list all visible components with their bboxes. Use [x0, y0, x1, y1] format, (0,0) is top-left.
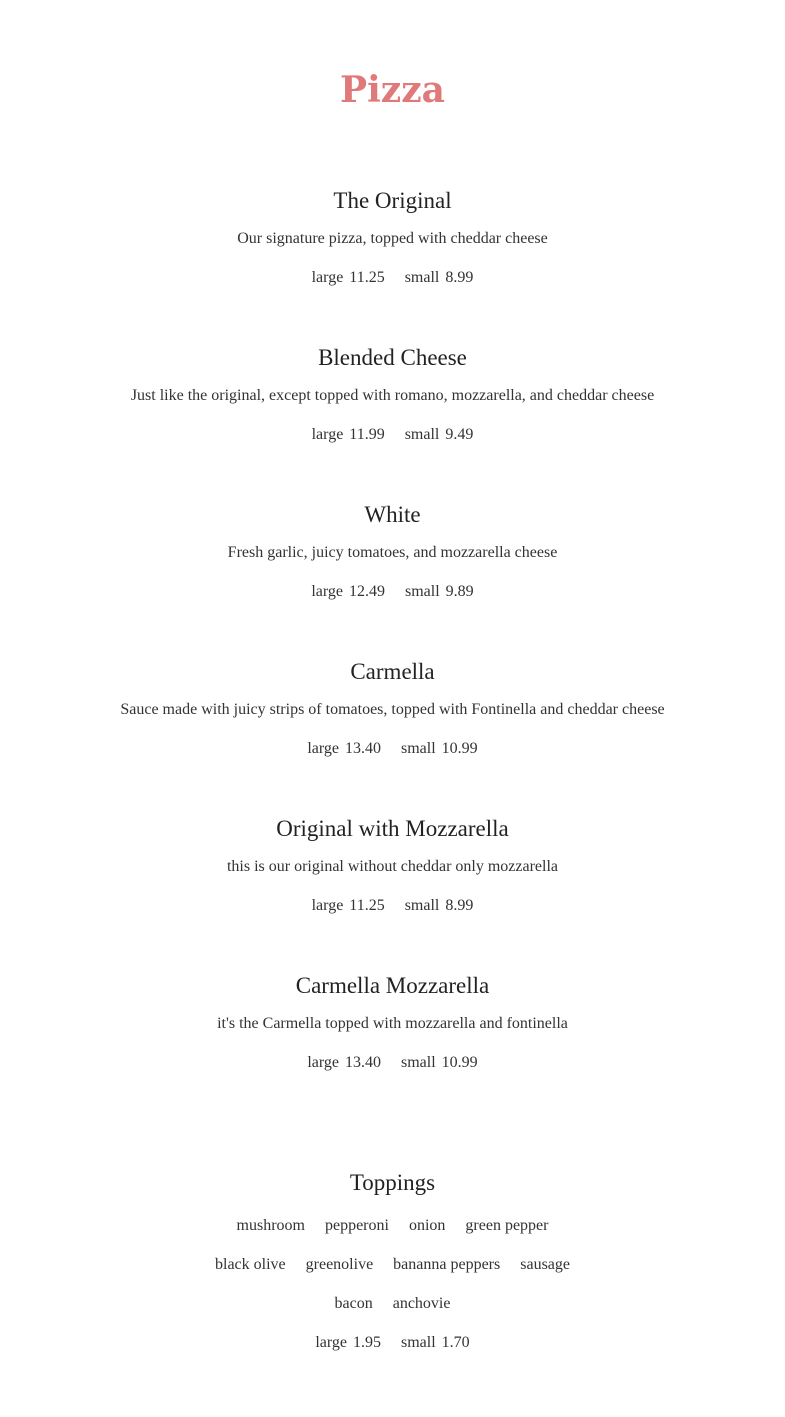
price-value: 11.99 — [349, 426, 385, 443]
size-label: small — [404, 426, 440, 443]
topping-item: onion — [408, 1217, 446, 1234]
large-price — [312, 895, 385, 917]
size-label: small — [404, 897, 440, 914]
item-description: Just like the original, except topped with romano, mozzarella, and cheddar cheese — [130, 387, 655, 404]
item-description: it's the Carmella topped with mozzarella and fontinella — [217, 1015, 568, 1032]
topping-item: pepperoni — [324, 1217, 389, 1234]
small-price — [405, 424, 474, 446]
size-label: small — [405, 583, 440, 600]
item-name: The Original — [333, 188, 452, 213]
item-description: Fresh garlic, juicy tomatoes, and mozzarella cheese — [227, 544, 558, 561]
item-prices — [0, 581, 785, 603]
small-price — [401, 738, 478, 760]
item-name: White — [364, 502, 421, 527]
menu-item — [0, 657, 785, 760]
menu-item — [0, 814, 785, 917]
size-label: small — [401, 740, 436, 757]
toppings-row — [0, 1254, 785, 1276]
item-prices — [0, 424, 785, 446]
price-value: 8.99 — [445, 897, 474, 914]
size-label: large — [307, 740, 339, 757]
item-description: this is our original without cheddar only mozzarella — [226, 858, 559, 875]
small-price — [405, 267, 474, 289]
price-value: 10.99 — [441, 740, 478, 757]
large-price — [312, 267, 385, 289]
size-label: small — [401, 1334, 436, 1351]
menu-item — [0, 500, 785, 603]
menu-item — [0, 343, 785, 446]
item-prices — [0, 895, 785, 917]
price-value: 11.25 — [349, 897, 385, 914]
item-prices — [0, 738, 785, 760]
toppings-row — [0, 1293, 785, 1315]
large-price — [307, 1052, 381, 1074]
topping-item: greenolive — [305, 1256, 374, 1273]
price-value: 1.70 — [441, 1334, 470, 1351]
item-name: Carmella Mozzarella — [295, 973, 490, 998]
price-value: 12.49 — [349, 583, 385, 600]
small-price — [405, 581, 474, 603]
item-name: Blended Cheese — [318, 345, 467, 370]
menu-item — [0, 971, 785, 1074]
topping-item: black olive — [215, 1256, 286, 1273]
price-value: 13.40 — [345, 740, 381, 757]
price-value: 1.95 — [353, 1334, 381, 1351]
price-value: 8.99 — [445, 269, 474, 286]
topping-item: bananna peppers — [393, 1256, 501, 1273]
size-label: small — [401, 1054, 436, 1071]
large-price — [312, 424, 385, 446]
item-name: Original with Mozzarella — [276, 816, 509, 841]
topping-item: mushroom — [236, 1217, 305, 1234]
small-price — [401, 1332, 470, 1354]
small-price — [401, 1052, 478, 1074]
item-prices — [0, 267, 785, 289]
price-value: 9.49 — [445, 426, 474, 443]
price-value: 11.25 — [349, 269, 385, 286]
toppings-title: Toppings — [349, 1170, 436, 1195]
size-label: large — [311, 426, 344, 443]
toppings-prices — [0, 1332, 785, 1354]
size-label: large — [311, 897, 344, 914]
item-prices — [0, 1052, 785, 1074]
small-price — [405, 895, 474, 917]
large-price — [315, 1332, 381, 1354]
topping-item: bacon — [334, 1295, 373, 1312]
price-value: 9.89 — [445, 583, 474, 600]
size-label: large — [311, 583, 343, 600]
large-price — [307, 738, 381, 760]
size-label: large — [311, 269, 344, 286]
size-label: large — [315, 1334, 347, 1351]
toppings-section — [0, 1168, 785, 1354]
price-value: 13.40 — [345, 1054, 381, 1071]
menu-item — [0, 186, 785, 289]
topping-item: green pepper — [465, 1217, 549, 1234]
item-name: Carmella — [350, 659, 435, 684]
large-price — [311, 581, 385, 603]
toppings-row — [0, 1215, 785, 1237]
item-description: Our signature pizza, topped with cheddar cheese — [237, 230, 548, 247]
topping-item: anchovie — [392, 1295, 451, 1312]
page-title: Pizza — [340, 69, 445, 111]
topping-item: sausage — [520, 1256, 570, 1273]
item-description: Sauce made with juicy strips of tomatoes, topped with Fontinella and cheddar cheese — [120, 701, 665, 718]
price-value: 10.99 — [441, 1054, 478, 1071]
size-label: small — [404, 269, 440, 286]
size-label: large — [307, 1054, 339, 1071]
